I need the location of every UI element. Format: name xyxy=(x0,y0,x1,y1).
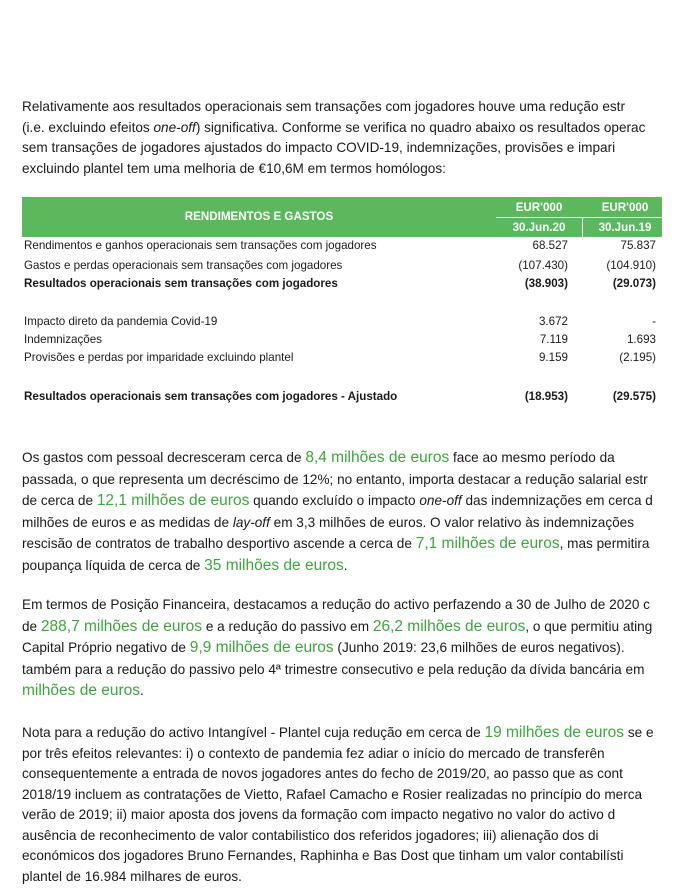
period-label: 30.Jun.20 xyxy=(512,221,566,234)
p4-line-8: plantel de 16.984 milhares de euros. xyxy=(22,868,242,884)
row-value-2020: 7.119 xyxy=(539,333,568,346)
row-value-2019: 1.693 xyxy=(626,333,656,346)
row-value-2019: 75.837 xyxy=(620,239,656,252)
highlight-amount: 12,1 milhões de euros xyxy=(96,492,250,510)
p2-line-3: de cerca de 12,1 milhões de euros quando excluído o impacto one-off das indemnizações em cerca d xyxy=(22,492,653,510)
row-label: Resultados operacionais sem transações com jogadores xyxy=(24,277,338,290)
table-row-total xyxy=(22,388,662,406)
highlight-amount: 26,2 milhões de euros xyxy=(372,617,526,635)
highlight-amount: milhões de euros xyxy=(22,682,141,700)
table-row xyxy=(22,237,662,255)
p2-line-6: poupança líquida de cerca de 35 milhões de euros. xyxy=(22,556,348,574)
row-value-2019: (29.073) xyxy=(612,277,656,290)
p3-line-5: milhões de euros. xyxy=(22,682,144,700)
p3-line-1: Em termos de Posição Financeira, destacamos a redução do activo perfazendo a 30 de Julho de 2020 c xyxy=(22,597,650,612)
intangible-assets-paragraph xyxy=(22,723,690,887)
table-row xyxy=(22,349,662,367)
intro-line-1: Relativamente aos resultados operacionais sem transações com jogadores houve uma redução estr xyxy=(22,99,625,114)
highlight-amount: 7,1 milhões de euros xyxy=(415,535,560,553)
row-label: Indemnizações xyxy=(24,333,102,346)
p2-line-5: rescisão de contratos de trabalho desportivo ascende a cerca de 7,1 milhões de euros, mas permitira xyxy=(22,535,650,553)
row-value-2020: 68.527 xyxy=(532,239,568,252)
table-row-subtotal xyxy=(22,275,662,293)
p4-line-6: ausência de reconhecimento de valor contabilistico dos referidos jogadores; iii) alienação dos di xyxy=(22,827,599,843)
row-value-2020: (107.430) xyxy=(518,259,568,272)
p2-line-4: milhões de euros e as medidas de lay-off em 3,3 milhões de euros. O valor relativo às indemnizações xyxy=(22,514,635,530)
intro-paragraph xyxy=(22,97,690,179)
table-header-label: RENDIMENTOS E GASTOS xyxy=(184,210,334,223)
table-row xyxy=(22,257,662,275)
currency-label: EUR'000 xyxy=(582,197,668,218)
staff-costs-paragraph xyxy=(22,447,690,577)
row-value-2020: (18.953) xyxy=(524,390,568,403)
row-value-2019: (2.195) xyxy=(619,351,656,364)
p3-line-4: também para a redução do passivo pelo 4ª trimestre consecutivo e pela redução da dívida bancária em xyxy=(22,661,645,677)
financial-table xyxy=(22,197,662,403)
row-label: Impacto direto da pandemia Covid-19 xyxy=(24,315,218,328)
p4-line-2: por três efeitos relevantes: i) o contexto de pandemia fez adiar o início do mercado de transferên xyxy=(22,745,605,761)
highlight-amount: 8,4 milhões de euros xyxy=(305,449,450,466)
intro-line-3: sem transações de jogadores ajustados do impacto COVID-19, indemnizações, provisões e impari xyxy=(22,140,616,155)
p4-line-1: Nota para a redução do activo Intangível - Plantel cuja redução em cerca de 19 milhões de euros se e xyxy=(22,724,654,741)
currency-label: EUR'000 xyxy=(496,197,582,218)
p4-line-5: verão de 2019; ii) maior aposta dos jovens da formação com impacto negativo no valor do activo d xyxy=(22,807,616,822)
highlight-amount: 35 milhões de euros xyxy=(204,556,344,574)
intro-line-2: (i.e. excluindo efeitos one-off) significativa. Conforme se verifica no quadro abaixo os resultados operac xyxy=(22,119,646,135)
table-header-col-2019 xyxy=(582,197,668,237)
financial-position-paragraph xyxy=(22,594,690,702)
row-label: Resultados operacionais sem transações com jogadores - Ajustado xyxy=(24,390,398,403)
row-label: Rendimentos e ganhos operacionais sem transações com jogadores xyxy=(24,239,377,252)
p3-line-2: de 288,7 milhões de euros e a redução do passivo em 26,2 milhões de euros, o que permitiu ating xyxy=(22,617,653,635)
row-value-2019: (104.910) xyxy=(606,259,656,272)
row-value-2020: 3.672 xyxy=(538,315,568,328)
table-row xyxy=(22,331,662,349)
row-label: Provisões e perdas por imparidade excluindo plantel xyxy=(24,351,294,364)
row-value-2019: - xyxy=(652,315,656,328)
table-header-col-2020 xyxy=(496,197,582,237)
p3-line-3: Capital Próprio negativo de 9,9 milhões de euros (Junho 2019: 23,6 milhões de euros negativos). xyxy=(22,639,625,657)
highlight-amount: 288,7 milhões de euros xyxy=(40,617,203,635)
p4-line-3: consequentemente a entrada de novos jogadores antes do fecho de 2019/20, ao passo que as cont xyxy=(22,766,623,781)
row-label: Gastos e perdas operacionais sem transações com jogadores xyxy=(24,259,343,272)
row-value-2019: (29.575) xyxy=(612,390,656,403)
p4-line-7: económicos dos jogadores Bruno Fernandes, Raphinha e Bas Dost que tinham um valor contabilísti xyxy=(22,848,624,863)
highlight-amount: 19 milhões de euros xyxy=(484,724,625,741)
p2-line-1: Os gastos com pessoal decresceram cerca de 8,4 milhões de euros face ao mesmo período da xyxy=(22,449,615,466)
row-value-2020: 9.159 xyxy=(538,351,568,364)
highlight-amount: 9,9 milhões de euros xyxy=(189,639,334,657)
period-label: 30.Jun.19 xyxy=(598,221,652,234)
intro-line-4: excluindo plantel tem uma melhoria de €10,6M em termos homólogos: xyxy=(22,160,446,176)
table-header xyxy=(22,197,662,237)
table-row xyxy=(22,313,662,331)
row-value-2020: (38.903) xyxy=(524,277,568,290)
p2-line-2: passada, o que representa um decréscimo de 12%; no entanto, importa destacar a redução salarial estr xyxy=(22,471,648,487)
p4-line-4: 2018/19 incluem as contratações de Vietto, Rafael Camacho e Rosier realizadas no princípio do merca xyxy=(22,786,643,802)
